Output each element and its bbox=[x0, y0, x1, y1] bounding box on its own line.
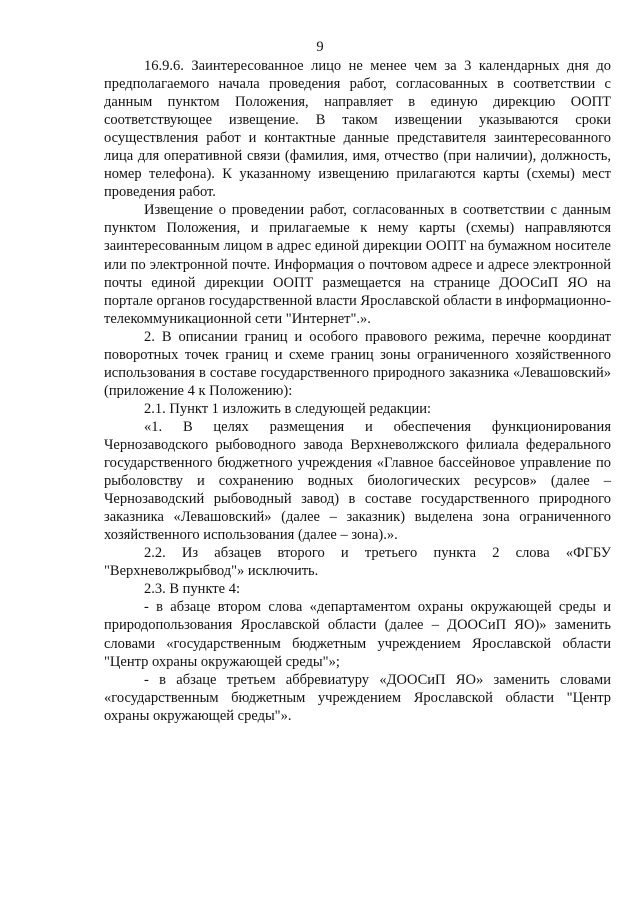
paragraph-item-2-2: 2.2. Из абзацев второго и третьего пункта 2 слова «ФГБУ "Верхневолжрыбвод"» исключить. bbox=[104, 545, 611, 580]
paragraph-item-1-text: «1. В целях размещения и обеспечения функционирования Чернозаводского рыбоводного завода Верхневолжского филиала федерального государственного бюджетного учреждения «Главное бассейновое управление по рыболовству и сохранению водных биологических ресурсов» (далее – Чернозаводский рыбоводный завод) в составе государственного природного заказника «Левашовский» (далее – заказник) выделена зона ограниченного хозяйственного использования (далее – зона).». bbox=[104, 418, 611, 544]
paragraph-second-abzac: - в абзаце втором слова «департаментом охраны окружающей среды и природопользования Ярославской области (далее – ДООСиП ЯО)» заменить словами «государственным бюджетным учреждением Ярославской области "Центр охраны окружающей среды"»; bbox=[104, 599, 611, 670]
paragraph-item-2: 2. В описании границ и особого правового режима, перечне координат поворотных точек границ и схеме границ зоны ограниченного хозяйственного использования в составе государственного природного заказника «Левашовский» (приложение 4 к Положению): bbox=[104, 328, 611, 399]
paragraph-16-9-6: 16.9.6. Заинтересованное лицо не менее чем за 3 календарных дня до предполагаемого начала проведения работ, согласованных в соответствии с данным пунктом Положения, направляет в единую дирекцию ООПТ соответствующее извещение. В таком извещении указываются сроки осуществления работ и контактные данные представителя заинтересованного лица для оперативной связи (фамилия, имя, отчество (при наличии), должность, номер телефона). К указанному извещению прилагаются карты (схемы) мест проведения работ. bbox=[104, 58, 611, 201]
paragraph-item-2-3: 2.3. В пункте 4: bbox=[144, 581, 240, 598]
paragraph-third-abzac: - в абзаце третьем аббревиатуру «ДООСиП ЯО» заменить словами «государственным бюджетным учреждением Ярославской области "Центр охраны окружающей среды"». bbox=[104, 671, 611, 724]
page-number: 9 bbox=[316, 39, 324, 55]
paragraph-item-2-1: 2.1. Пункт 1 изложить в следующей редакции: bbox=[144, 400, 432, 417]
document-body bbox=[104, 57, 611, 725]
paragraph-notice-delivery: Извещение о проведении работ, согласованных в соответствии с данным пунктом Положения, и прилагаемые к нему карты (схемы) направляются заинтересованным лицом в адрес единой дирекции ООПТ на бумажном носителе или по электронной почте. Информация о почтовом адресе и адресе электронной почты единой дирекции ООПТ размещается на странице ДООСиП ЯО на портале органов государственной власти Ярославской области в информационно-телекоммуникационной сети "Интернет".». bbox=[104, 202, 611, 327]
